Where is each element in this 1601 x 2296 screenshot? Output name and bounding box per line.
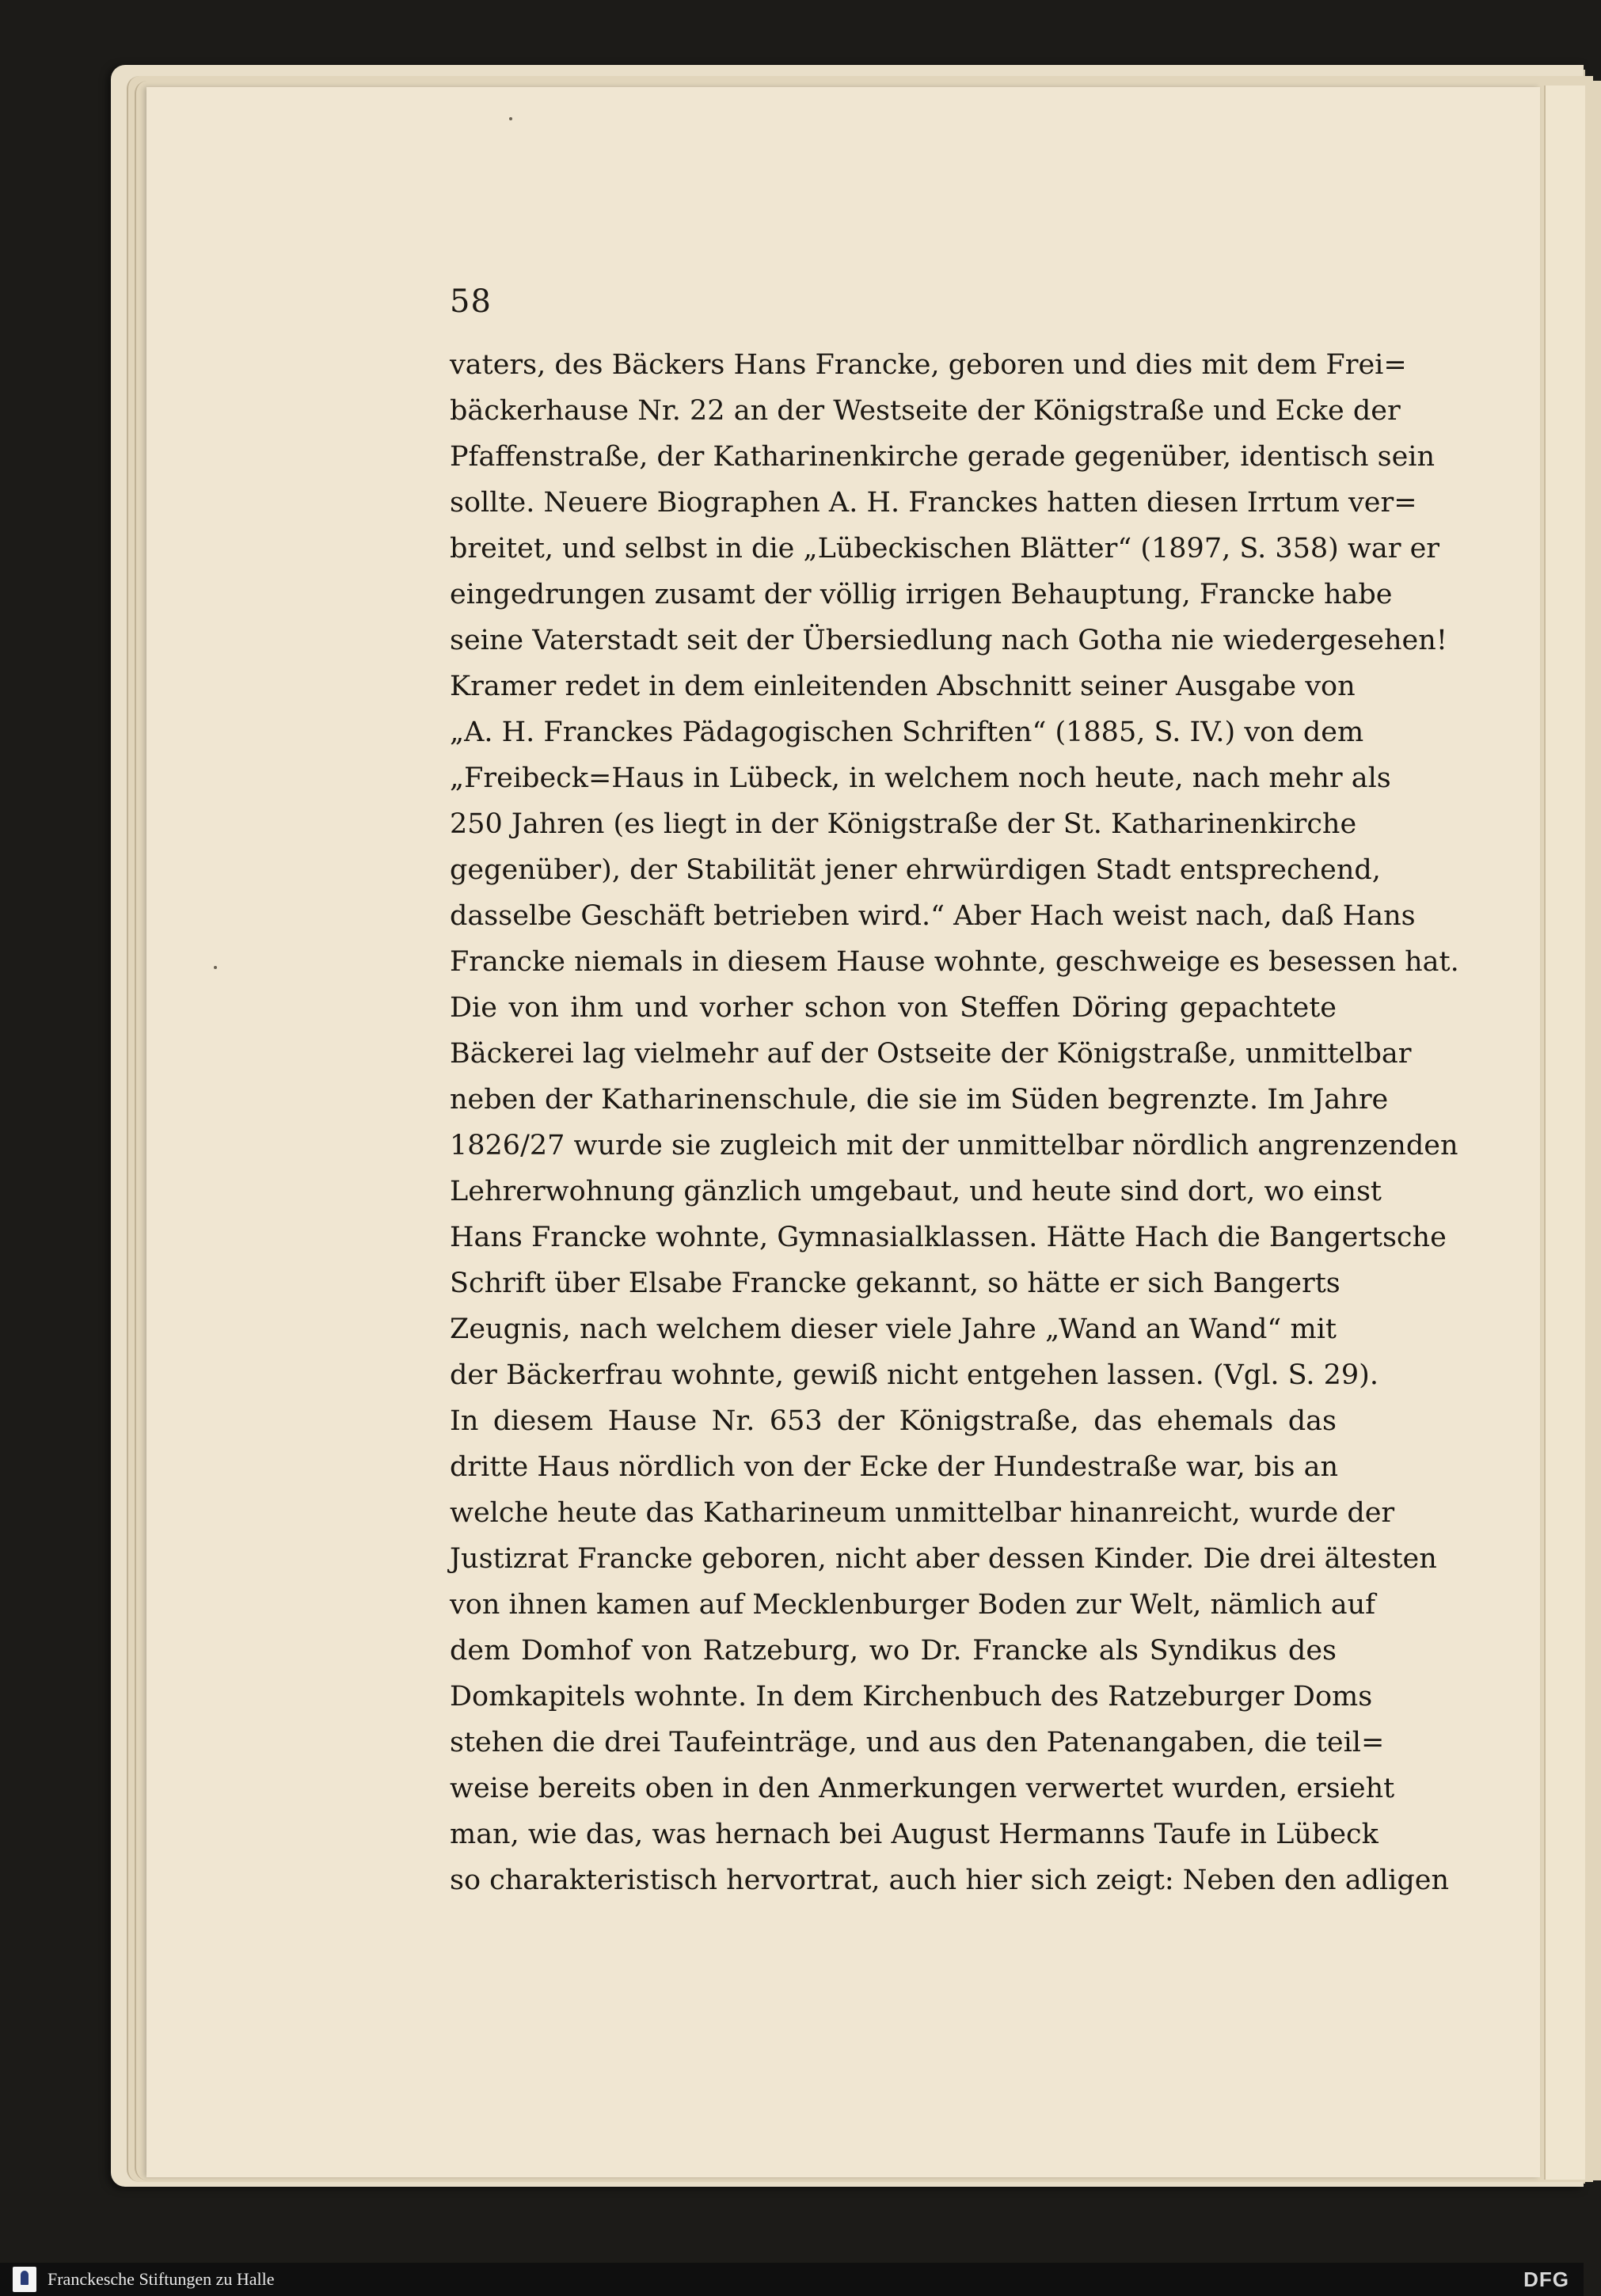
facing-page-edge: [1544, 86, 1585, 2180]
text-line: gegenüber), der Stabilität jener ehrwürdigen Stadt entsprechend,: [450, 854, 1381, 886]
text-line: Die von ihm und vorher schon von Steffen Döring gepachtete: [450, 992, 1337, 1024]
text-line: Hans Francke wohnte, Gymnasialklassen. Hätte Hach die Bangertsche: [450, 1222, 1447, 1253]
text-line: seine Vaterstadt seit der Übersiedlung nach Gotha nie wiedergesehen!: [450, 625, 1447, 656]
institution-logo-icon: [13, 2267, 36, 2292]
text-line: so charakteristisch hervortrat, auch hier sich zeigt: Neben den adligen: [450, 1865, 1450, 1896]
text-line: 250 Jahren (es liegt in der Königstraße der St. Katharinenkirche: [450, 808, 1357, 840]
institution-name: Franckesche Stiftungen zu Halle: [48, 2269, 275, 2289]
text-line: welche heute das Katharineum unmittelbar hinanreicht, wurde der: [450, 1497, 1395, 1529]
page-number: 58: [450, 283, 492, 320]
paper-speck: [509, 117, 512, 120]
text-line: sollte. Neuere Biographen A. H. Franckes hatten diesen Irrtum ver=: [450, 487, 1417, 519]
text-line: neben der Katharinenschule, die sie im Süden begrenzte. Im Jahre: [450, 1084, 1389, 1116]
text-line: man, wie das, was hernach bei August Hermanns Taufe in Lübeck: [450, 1819, 1379, 1850]
text-line: Bäckerei lag vielmehr auf der Ostseite der Königstraße, unmittelbar: [450, 1038, 1412, 1070]
text-line: dem Domhof von Ratzeburg, wo Dr. Francke als Syndikus des: [450, 1635, 1337, 1667]
text-line: dasselbe Geschäft betrieben wird.“ Aber Hach weist nach, daß Hans: [450, 900, 1416, 932]
text-line: bäckerhause Nr. 22 an der Westseite der Königstraße und Ecke der: [450, 395, 1401, 427]
text-line: „A. H. Franckes Pädagogischen Schriften“ (1885, S. IV.) von dem: [450, 717, 1364, 748]
text-line: Justizrat Francke geboren, nicht aber dessen Kinder. Die drei ältesten: [450, 1543, 1437, 1575]
text-line: breitet, und selbst in die „Lübeckischen Blätter“ (1897, S. 358) war er: [450, 533, 1440, 564]
text-line: Kramer redet in dem einleitenden Abschnitt seiner Ausgabe von: [450, 671, 1356, 702]
text-line: stehen die drei Taufeinträge, und aus den Patenangaben, die teil=: [450, 1727, 1385, 1758]
text-line: der Bäckerfrau wohnte, gewiß nicht entgehen lassen. (Vgl. S. 29).: [450, 1359, 1379, 1391]
text-line: Pfaffenstraße, der Katharinenkirche gerade gegenüber, identisch sein: [450, 441, 1436, 473]
text-line: Francke niemals in diesem Hause wohnte, geschweige es besessen hat.: [450, 946, 1459, 978]
paper-speck: [214, 966, 217, 969]
viewer-footer: [0, 2263, 1584, 2296]
text-line: dritte Haus nördlich von der Ecke der Hundestraße war, bis an: [450, 1451, 1338, 1483]
text-line: Domkapitels wohnte. In dem Kirchenbuch des Ratzeburger Doms: [450, 1681, 1373, 1712]
dfg-logo: DFG: [1523, 2267, 1569, 2291]
text-line: weise bereits oben in den Anmerkungen verwertet wurden, ersieht: [450, 1773, 1395, 1804]
text-line: Lehrerwohnung gänzlich umgebaut, und heute sind dort, wo einst: [450, 1176, 1382, 1207]
body-text: [450, 342, 1459, 1903]
text-line: vaters, des Bäckers Hans Francke, geboren und dies mit dem Frei=: [450, 349, 1407, 381]
text-line: Zeugnis, nach welchem dieser viele Jahre „Wand an Wand“ mit: [450, 1313, 1337, 1345]
text-line: eingedrungen zusamt der völlig irrigen Behauptung, Francke habe: [450, 579, 1393, 610]
text-line: „Freibeck=Haus in Lübeck, in welchem noch heute, nach mehr als: [450, 762, 1391, 794]
text-line: Schrift über Elsabe Francke gekannt, so hätte er sich Bangerts: [450, 1268, 1341, 1299]
text-line: 1826/27 wurde sie zugleich mit der unmittelbar nördlich angrenzenden: [450, 1130, 1458, 1161]
text-line: von ihnen kamen auf Mecklenburger Boden zur Welt, nämlich auf: [450, 1589, 1376, 1621]
text-line: In diesem Hause Nr. 653 der Königstraße, das ehemals das: [450, 1405, 1337, 1437]
